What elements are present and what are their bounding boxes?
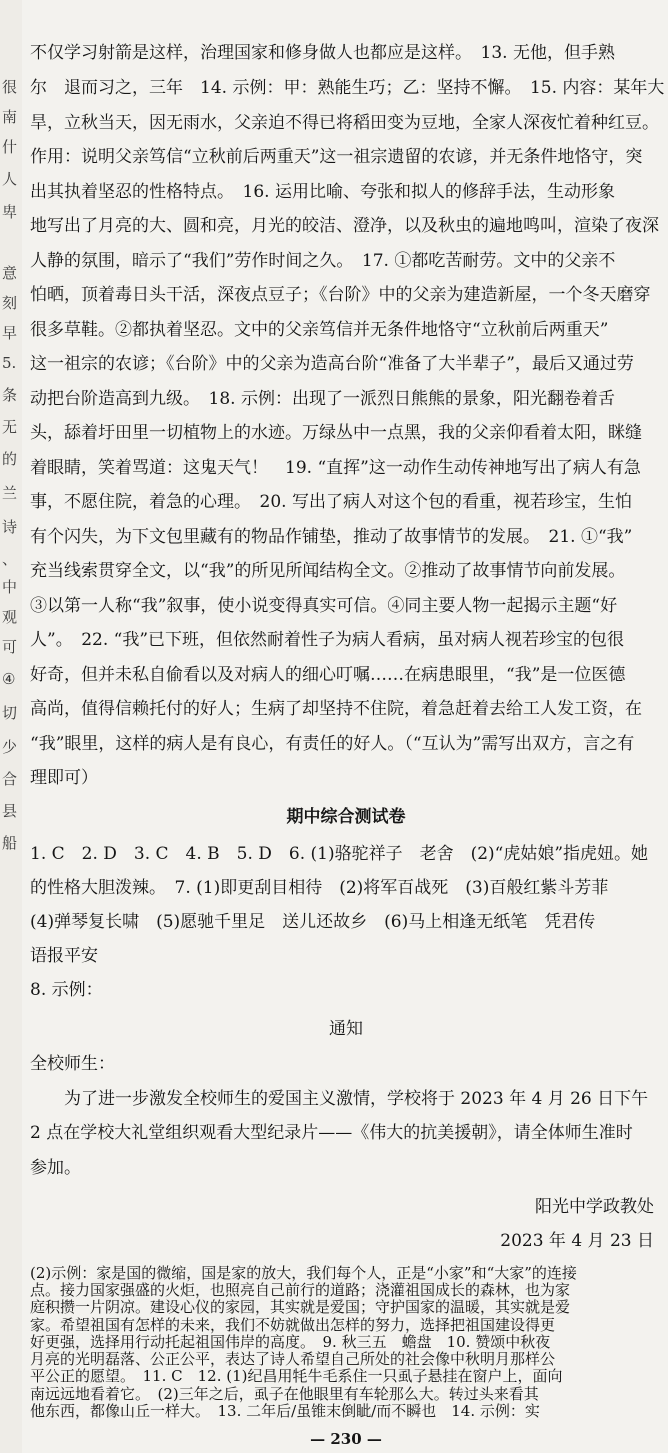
text-line: 事，不愿住院，着急的心理。 20. 写出了病人对这个包的看重，视若珍宝，生怕 (30, 492, 632, 512)
margin-char: 很 (2, 78, 18, 96)
text-line: 1. C 2. D 3. C 4. B 5. D 6. (1)骆驼祥子 老舍 (2)“虎姑娘”指虎妞。她 (30, 844, 649, 864)
margin-char: 中 (2, 578, 18, 596)
text-line: (4)弹琴复长啸 (5)愿驰千里足 送儿还故乡 (6)马上相逢无纸笔 凭君传 (30, 912, 596, 932)
text-line: 他东西，都像山丘一样大。 13. 二年后/虽锥末倒眦/而不瞬也 14. 示例：实 (30, 1401, 540, 1420)
text-line: 高尚，值得信赖托付的好人；生病了却坚持不住院，着急赶着去给工人发工资，在 (30, 699, 642, 719)
page-number: — 230 — (310, 1430, 382, 1448)
text-line: 这一祖宗的农谚；《台阶》中的父亲为造高台阶“准备了大半辈子”，最后又通过劳 (30, 354, 634, 374)
notice-sender: 阳光中学政教处 (535, 1197, 654, 1217)
margin-char: 县 (2, 802, 18, 820)
margin-char: 的 (2, 450, 18, 468)
text-line: 8. 示例： (30, 980, 103, 1000)
notice-body: 为了进一步激发全校师生的爱国主义激情，学校将于 2023 年 4 月 26 日下午 (30, 1089, 649, 1109)
margin-char: 卑 (2, 203, 18, 221)
text-line: 月亮的光明磊落、公正公平，表达了诗人希望自己所处的社会像中秋明月那样公 (30, 1350, 556, 1369)
text-line: 出其执着坚忍的性格特点。 16. 运用比喻、夸张和拟人的修辞手法，生动形象 (30, 182, 615, 202)
text-line: 作用：说明父亲笃信“立秋前后两重天”这一祖宗遗留的农谚，并无条件地恪守，突 (30, 147, 643, 167)
notice-salutation: 全校师生： (30, 1054, 115, 1074)
text-line: 南远远地看着它。 (2)三年之后，虱子在他眼里有车轮那么大。转过头来看其 (30, 1384, 539, 1403)
text-line: 平公正的愿望。 11. C 12. (1)纪昌用牦牛毛系住一只虱子悬挂在窗户上，面向 (30, 1367, 563, 1386)
text-line: “我”眼里，这样的病人是有良心，有责任的好人。（“互认为”需写出双方，言之有 (30, 734, 635, 754)
text-line: 人静的氛围，暗示了“我们”劳作时间之久。 17. ①都吃苦耐劳。文中的父亲不 (30, 251, 616, 271)
margin-char: 观 (2, 608, 18, 626)
margin-char: 诗 (2, 518, 18, 536)
margin-char: 少 (2, 738, 18, 756)
text-line: 庭积攒一片阴凉。建设心仪的家园，其实就是爱国；守护国家的温暖，其实就是爱 (30, 1298, 571, 1317)
text-line: 着眼睛，笑着骂道：这鬼天气！ 19. “直挥”这一动作生动传神地写出了病人有急 (30, 458, 641, 478)
text-line: 不仅学习射箭是这样，治理国家和修身做人也都应是这样。 13. 无他，但手熟 (30, 43, 615, 63)
text-line: 旱，立秋当天，因无雨水，父亲迫不得已将稻田变为豆地，全家人深夜忙着种红豆。 (30, 113, 659, 133)
text-line: ③以第一人称“我”叙事，使小说变得真实可信。④同主要人物一起揭示主题“好 (30, 596, 618, 616)
text-line: 好更强，选择用行动托起祖国伟岸的高度。 9. 秋三五 蟾盘 10. 赞颂中秋夜 (30, 1332, 551, 1351)
margin-char: 早 (2, 324, 18, 342)
text-line: 尔 退而习之，三年 14. 示例：甲：熟能生巧；乙：坚持不懈。 15. 内容：某年大 (30, 78, 665, 98)
text-line: 好奇，但并未私自偷看以及对病人的细心叮嘱……在病患眼里，“我”是一位医德 (30, 665, 626, 685)
notice-body: 2 点在学校大礼堂组织观看大型纪录片——《伟大的抗美援朝》，请全体师生准时 (30, 1123, 633, 1143)
margin-char: 条 (2, 386, 18, 404)
margin-char: ④ (2, 670, 16, 688)
margin-char: 兰 (2, 484, 18, 502)
margin-char: 南 (2, 108, 18, 126)
text-line: 理即可） (30, 768, 98, 788)
text-line: (2)示例：家是国的微缩，国是家的放大，我们每个人，正是“小家”和“大家”的连接 (30, 1264, 577, 1282)
section-title: 期中综合测试卷 (286, 807, 406, 827)
margin-char: 合 (2, 770, 18, 788)
answer-page (30, 0, 665, 1453)
text-line: 怕晒，顶着毒日头干活，深夜点豆子；《台阶》中的父亲为建造新屋，一个冬天磨穿 (30, 285, 651, 305)
text-line: 语报平安 (30, 946, 98, 966)
text-line: 的性格大胆泼辣。 7. (1)即更刮目相待 (2)将军百战死 (3)百般红紫斗芳菲 (30, 878, 609, 898)
text-line: 人”。 22. “我”已下班，但依然耐着性子为病人看病，虽对病人视若珍宝的包很 (30, 630, 625, 650)
text-line: 点。接力国家强盛的火炬，也照亮自己前行的道路；浇灌祖国成长的森林，也为家 (30, 1281, 571, 1300)
notice-date: 2023 年 4 月 23 日 (500, 1231, 654, 1251)
margin-char: 切 (2, 704, 18, 722)
margin-char: 人 (2, 170, 18, 188)
margin-char: 无 (2, 418, 18, 436)
margin-char: 船 (2, 834, 18, 852)
margin-char: 刻 (2, 294, 18, 312)
notice-body: 参加。 (30, 1158, 81, 1178)
text-line: 头，舔着圩田里一切植物上的水迹。万绿丛中一点黑，我的父亲仰看着太阳，眯缝 (30, 423, 642, 443)
text-line: 地写出了月亮的大、圆和亮，月光的皎洁、澄净，以及秋虫的遍地鸣叫，渲染了夜深 (30, 216, 659, 236)
margin-char: 意 (2, 264, 18, 282)
margin-char: 5. (2, 354, 17, 372)
text-line: 很多草鞋。②都执着坚忍。文中的父亲笃信并无条件地恪守“立秋前后两重天” (30, 320, 609, 340)
margin-char: 、 (2, 550, 18, 568)
text-line: 有个闪失，为下文包里藏有的物品作铺垫，推动了故事情节的发展。 21. ①“我” (30, 527, 633, 547)
margin-char: 可 (2, 638, 18, 656)
text-line: 家。希望祖国有怎样的未来，我们不妨就做出怎样的努力，选择把祖国建设得更 (30, 1315, 556, 1334)
notice-title: 通知 (329, 1019, 363, 1039)
text-line: 动把台阶造高到九级。 18. 示例：出现了一派烈日熊熊的景象，阳光翻卷着舌 (30, 389, 615, 409)
left-margin-cropped-text (0, 0, 22, 1453)
text-line: 充当线索贯穿全文，以“我”的所见所闻结构全文。②推动了故事情节向前发展。 (30, 561, 626, 581)
margin-char: 什 (2, 138, 18, 156)
